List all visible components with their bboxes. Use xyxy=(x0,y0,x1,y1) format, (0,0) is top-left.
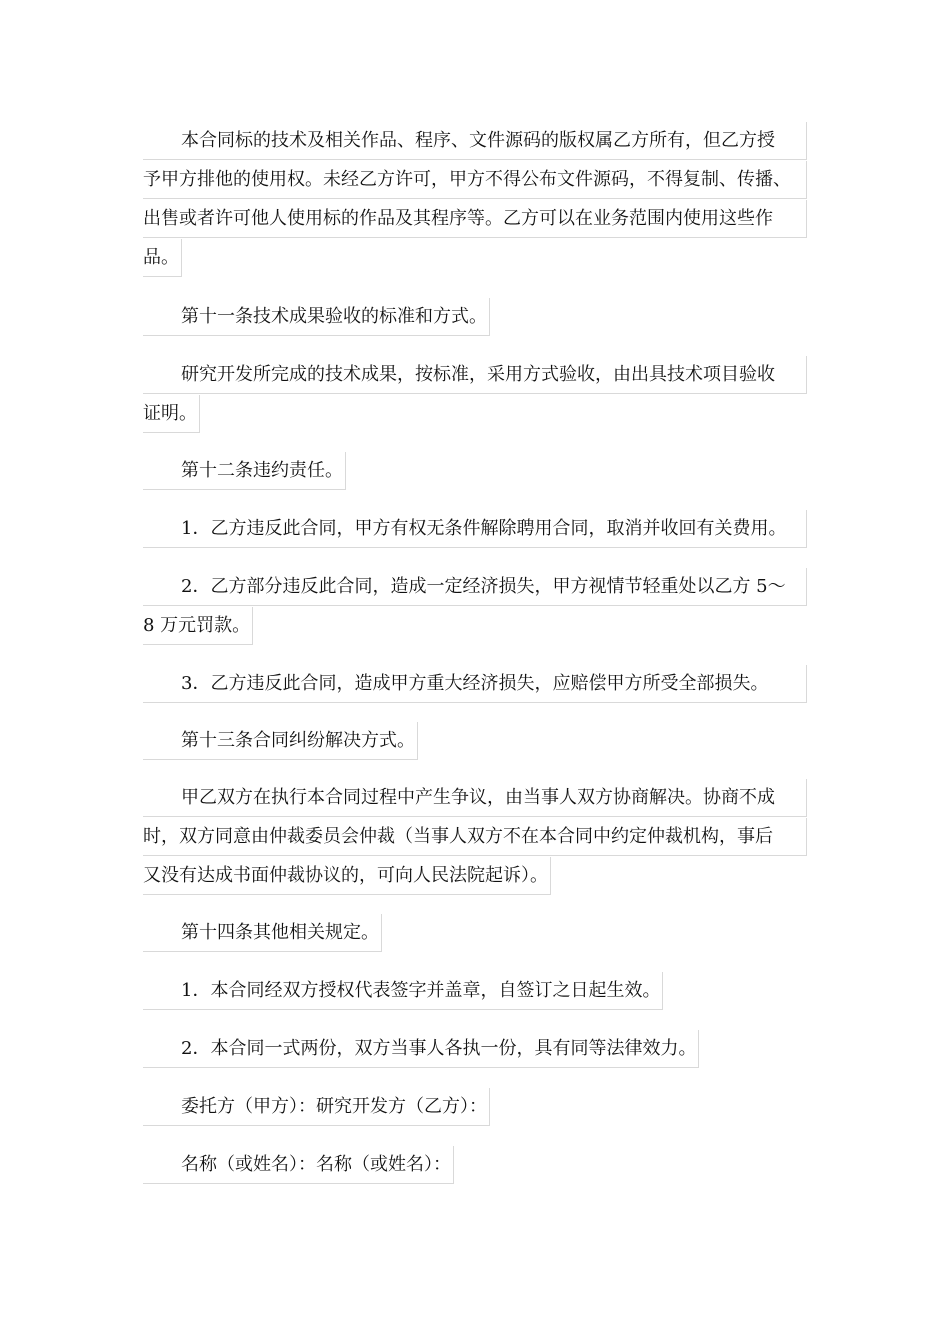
text-line xyxy=(143,200,807,239)
text-line xyxy=(143,356,807,395)
text-line-content: 时，双方同意由仲裁委员会仲裁（当事人双方不在本合同中约定仲裁机构，事后 xyxy=(143,818,807,856)
text-line-content: 品。 xyxy=(143,239,182,277)
text-line-content: 委托方（甲方）：研究开发方（乙方）： xyxy=(143,1088,490,1126)
paragraph-copyright xyxy=(143,122,807,278)
text-line-content: 证明。 xyxy=(143,395,200,433)
text-line-content: 研究开发所完成的技术成果，按标准，采用方式验收，由出具技术项目验收 xyxy=(143,356,807,394)
text-line-content: 予甲方排他的使用权。未经乙方许可，甲方不得公布文件源码，不得复制、传播、 xyxy=(143,161,807,199)
text-line xyxy=(143,452,807,491)
text-line-content: 3．乙方违反此合同，造成甲方重大经济损失，应赔偿甲方所受全部损失。 xyxy=(143,665,807,703)
text-line-content: 2．本合同一式两份，双方当事人各执一份，具有同等法律效力。 xyxy=(143,1030,699,1068)
text-line-content: 第十一条技术成果验收的标准和方式。 xyxy=(143,298,490,336)
text-line xyxy=(143,568,807,607)
clause-item xyxy=(143,972,807,1011)
text-line xyxy=(143,607,807,646)
article-heading xyxy=(143,914,807,953)
article-heading xyxy=(143,452,807,491)
signatory-name-line xyxy=(143,1146,807,1185)
clause-item xyxy=(143,1030,807,1069)
text-line xyxy=(143,239,807,278)
text-line xyxy=(143,818,807,857)
text-line-content: 第十三条合同纠纷解决方式。 xyxy=(143,722,418,760)
text-line xyxy=(143,298,807,337)
text-line-content: 又没有达成书面仲裁协议的，可向人民法院起诉）。 xyxy=(143,857,551,895)
text-line xyxy=(143,857,807,896)
text-line-content: 名称（或姓名）：名称（或姓名）： xyxy=(143,1146,454,1184)
text-line xyxy=(143,1146,807,1185)
article-heading xyxy=(143,722,807,761)
article-heading xyxy=(143,298,807,337)
text-line xyxy=(143,722,807,761)
text-line-content: 甲乙双方在执行本合同过程中产生争议，由当事人双方协商解决。协商不成 xyxy=(143,779,807,817)
paragraph-dispute xyxy=(143,779,807,896)
text-line-content: 1．本合同经双方授权代表签字并盖章，自签订之日起生效。 xyxy=(143,972,663,1010)
text-line-content: 第十二条违约责任。 xyxy=(143,452,346,490)
clause-item xyxy=(143,665,807,704)
text-line xyxy=(143,665,807,704)
text-line xyxy=(143,972,807,1011)
text-line xyxy=(143,161,807,200)
clause-item xyxy=(143,510,807,549)
text-line-content: 出售或者许可他人使用标的作品及其程序等。乙方可以在业务范围内使用这些作 xyxy=(143,200,807,238)
text-line-content: 1．乙方违反此合同，甲方有权无条件解除聘用合同，取消并收回有关费用。 xyxy=(143,510,807,548)
text-line xyxy=(143,1088,807,1127)
text-line-content: 本合同标的技术及相关作品、程序、文件源码的版权属乙方所有，但乙方授 xyxy=(143,122,807,160)
text-line xyxy=(143,510,807,549)
text-line xyxy=(143,122,807,161)
text-line xyxy=(143,914,807,953)
text-line xyxy=(143,395,807,434)
text-line-content: 2．乙方部分违反此合同，造成一定经济损失，甲方视情节轻重处以乙方 5～ xyxy=(143,568,807,606)
text-line xyxy=(143,1030,807,1069)
text-line-content: 第十四条其他相关规定。 xyxy=(143,914,382,952)
clause-item xyxy=(143,568,807,646)
signatory-line xyxy=(143,1088,807,1127)
text-line-content: 8 万元罚款。 xyxy=(143,607,253,645)
paragraph-acceptance xyxy=(143,356,807,434)
text-line xyxy=(143,779,807,818)
